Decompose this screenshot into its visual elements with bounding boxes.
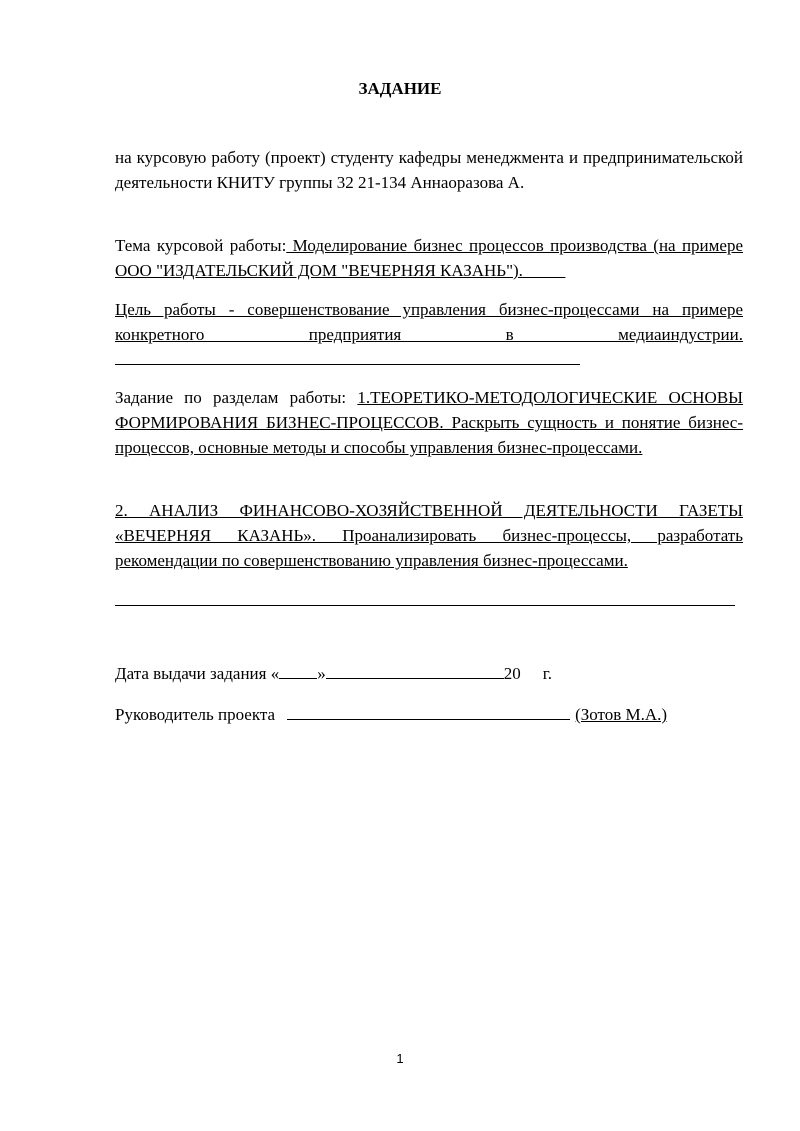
supervisor-line [115, 702, 667, 727]
supervisor-name: (Зотов М.А.) [575, 705, 668, 724]
supervisor-label: Руководитель проекта [115, 705, 276, 724]
issue-date-close-quote: » [317, 664, 326, 683]
sections-label: Задание по разделам работы: [115, 388, 358, 407]
topic-paragraph [115, 233, 743, 283]
issue-year-suffix: г. [542, 664, 553, 683]
topic-value: Моделирование бизнес процессов производства (на примере ООО "ИЗДАТЕЛЬСКИЙ ДОМ "ВЕЧЕРНЯЯ КАЗАНЬ"). [115, 236, 743, 280]
goal-text: Цель работы - совершенствование управления бизнес-процессами на примере конкретного предприятия в медиаиндустрии. [115, 300, 743, 344]
issue-year-prefix: 20 [503, 664, 521, 683]
supervisor-signature-blank [287, 702, 570, 720]
page-number: 1 [396, 1051, 404, 1066]
issue-month-blank [326, 661, 504, 679]
assignment-intro: на курсовую работу (проект) студенту кафедры менеджмента и предпринимательской деятельности КНИТУ группы 32 21-134 Аннаоразова А. [115, 148, 743, 192]
issue-day-blank [279, 661, 317, 679]
issue-date-line [115, 661, 552, 686]
separator-line [115, 605, 735, 606]
goal-paragraph [115, 297, 743, 372]
sections-part2: 2. АНАЛИЗ ФИНАНСОВО-ХОЗЯЙСТВЕННОЙ ДЕЯТЕЛЬНОСТИ ГАЗЕТЫ «ВЕЧЕРНЯЯ КАЗАНЬ». Проанализировать бизнес-процессы, разработать рекомендации по совершенствованию управления бизнес-процессами. [115, 501, 743, 570]
topic-blank [523, 261, 566, 280]
topic-label: Тема курсовой работы: [115, 236, 287, 255]
issue-date-label: Дата выдачи задания « [115, 664, 280, 683]
page-title: ЗАДАНИЕ [358, 79, 442, 98]
goal-blank [115, 347, 580, 365]
sections-paragraph [115, 385, 743, 460]
sections-part1: 1.ТЕОРЕТИКО-МЕТОДОЛОГИЧЕСКИЕ ОСНОВЫ ФОРМИРОВАНИЯ БИЗНЕС-ПРОЦЕССОВ. Раскрыть сущность и понятие бизнес-процессов, основные методы и способы управления бизнес-процессами. [115, 388, 744, 457]
